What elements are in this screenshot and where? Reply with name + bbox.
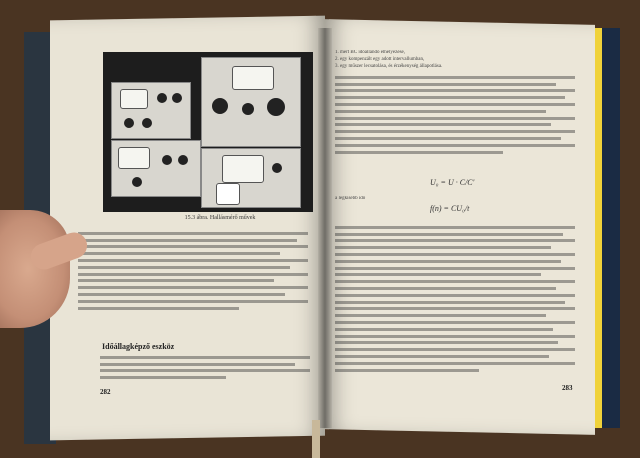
formula-2: f(n) = CU₀/t bbox=[430, 204, 470, 213]
large-knob bbox=[212, 98, 228, 114]
book-gutter bbox=[318, 28, 332, 428]
knob bbox=[178, 155, 188, 165]
knob bbox=[142, 118, 152, 128]
large-knob bbox=[267, 98, 285, 116]
bookmark-ribbon bbox=[312, 420, 320, 458]
meter-dial bbox=[120, 89, 148, 109]
knob bbox=[172, 93, 182, 103]
left-body-text bbox=[78, 228, 308, 328]
figure-caption: 15.3 ábra. Hallásmérő művek bbox=[184, 215, 256, 221]
mid-label: a legkisebb idő bbox=[335, 196, 366, 201]
page-number-left: 282 bbox=[100, 388, 111, 396]
list-item: 2. egy kompenzált egy adott intervallumban, bbox=[335, 56, 425, 62]
right-lower-text bbox=[335, 222, 575, 412]
knob bbox=[132, 177, 142, 187]
meter-dial bbox=[232, 66, 274, 90]
list-item: 1. mert BC időállandó elhelyezése, bbox=[335, 50, 405, 55]
instrument-recorder bbox=[201, 148, 301, 208]
knob bbox=[124, 118, 134, 128]
knob bbox=[157, 93, 167, 103]
meter-dial bbox=[118, 147, 150, 169]
right-body-text bbox=[335, 72, 575, 172]
list-item: 3. egy műszer lecsatolása, és érzékenység állapotlása. bbox=[335, 63, 443, 69]
equipment-photo bbox=[103, 52, 313, 212]
knob bbox=[162, 155, 172, 165]
section-heading: Időállagképző eszköz bbox=[102, 342, 175, 351]
instrument-top-right bbox=[201, 57, 301, 147]
paper-chart bbox=[216, 183, 240, 205]
formula-1: U₀ = U · C/C' bbox=[430, 178, 475, 187]
instrument-top-left bbox=[111, 82, 191, 139]
right-top-list bbox=[335, 50, 575, 70]
recorder-screen bbox=[222, 155, 264, 183]
page-number-right: 283 bbox=[562, 384, 573, 392]
instrument-bottom-left bbox=[111, 140, 201, 197]
knob bbox=[242, 103, 254, 115]
section-text bbox=[100, 352, 310, 392]
knob bbox=[272, 163, 282, 173]
